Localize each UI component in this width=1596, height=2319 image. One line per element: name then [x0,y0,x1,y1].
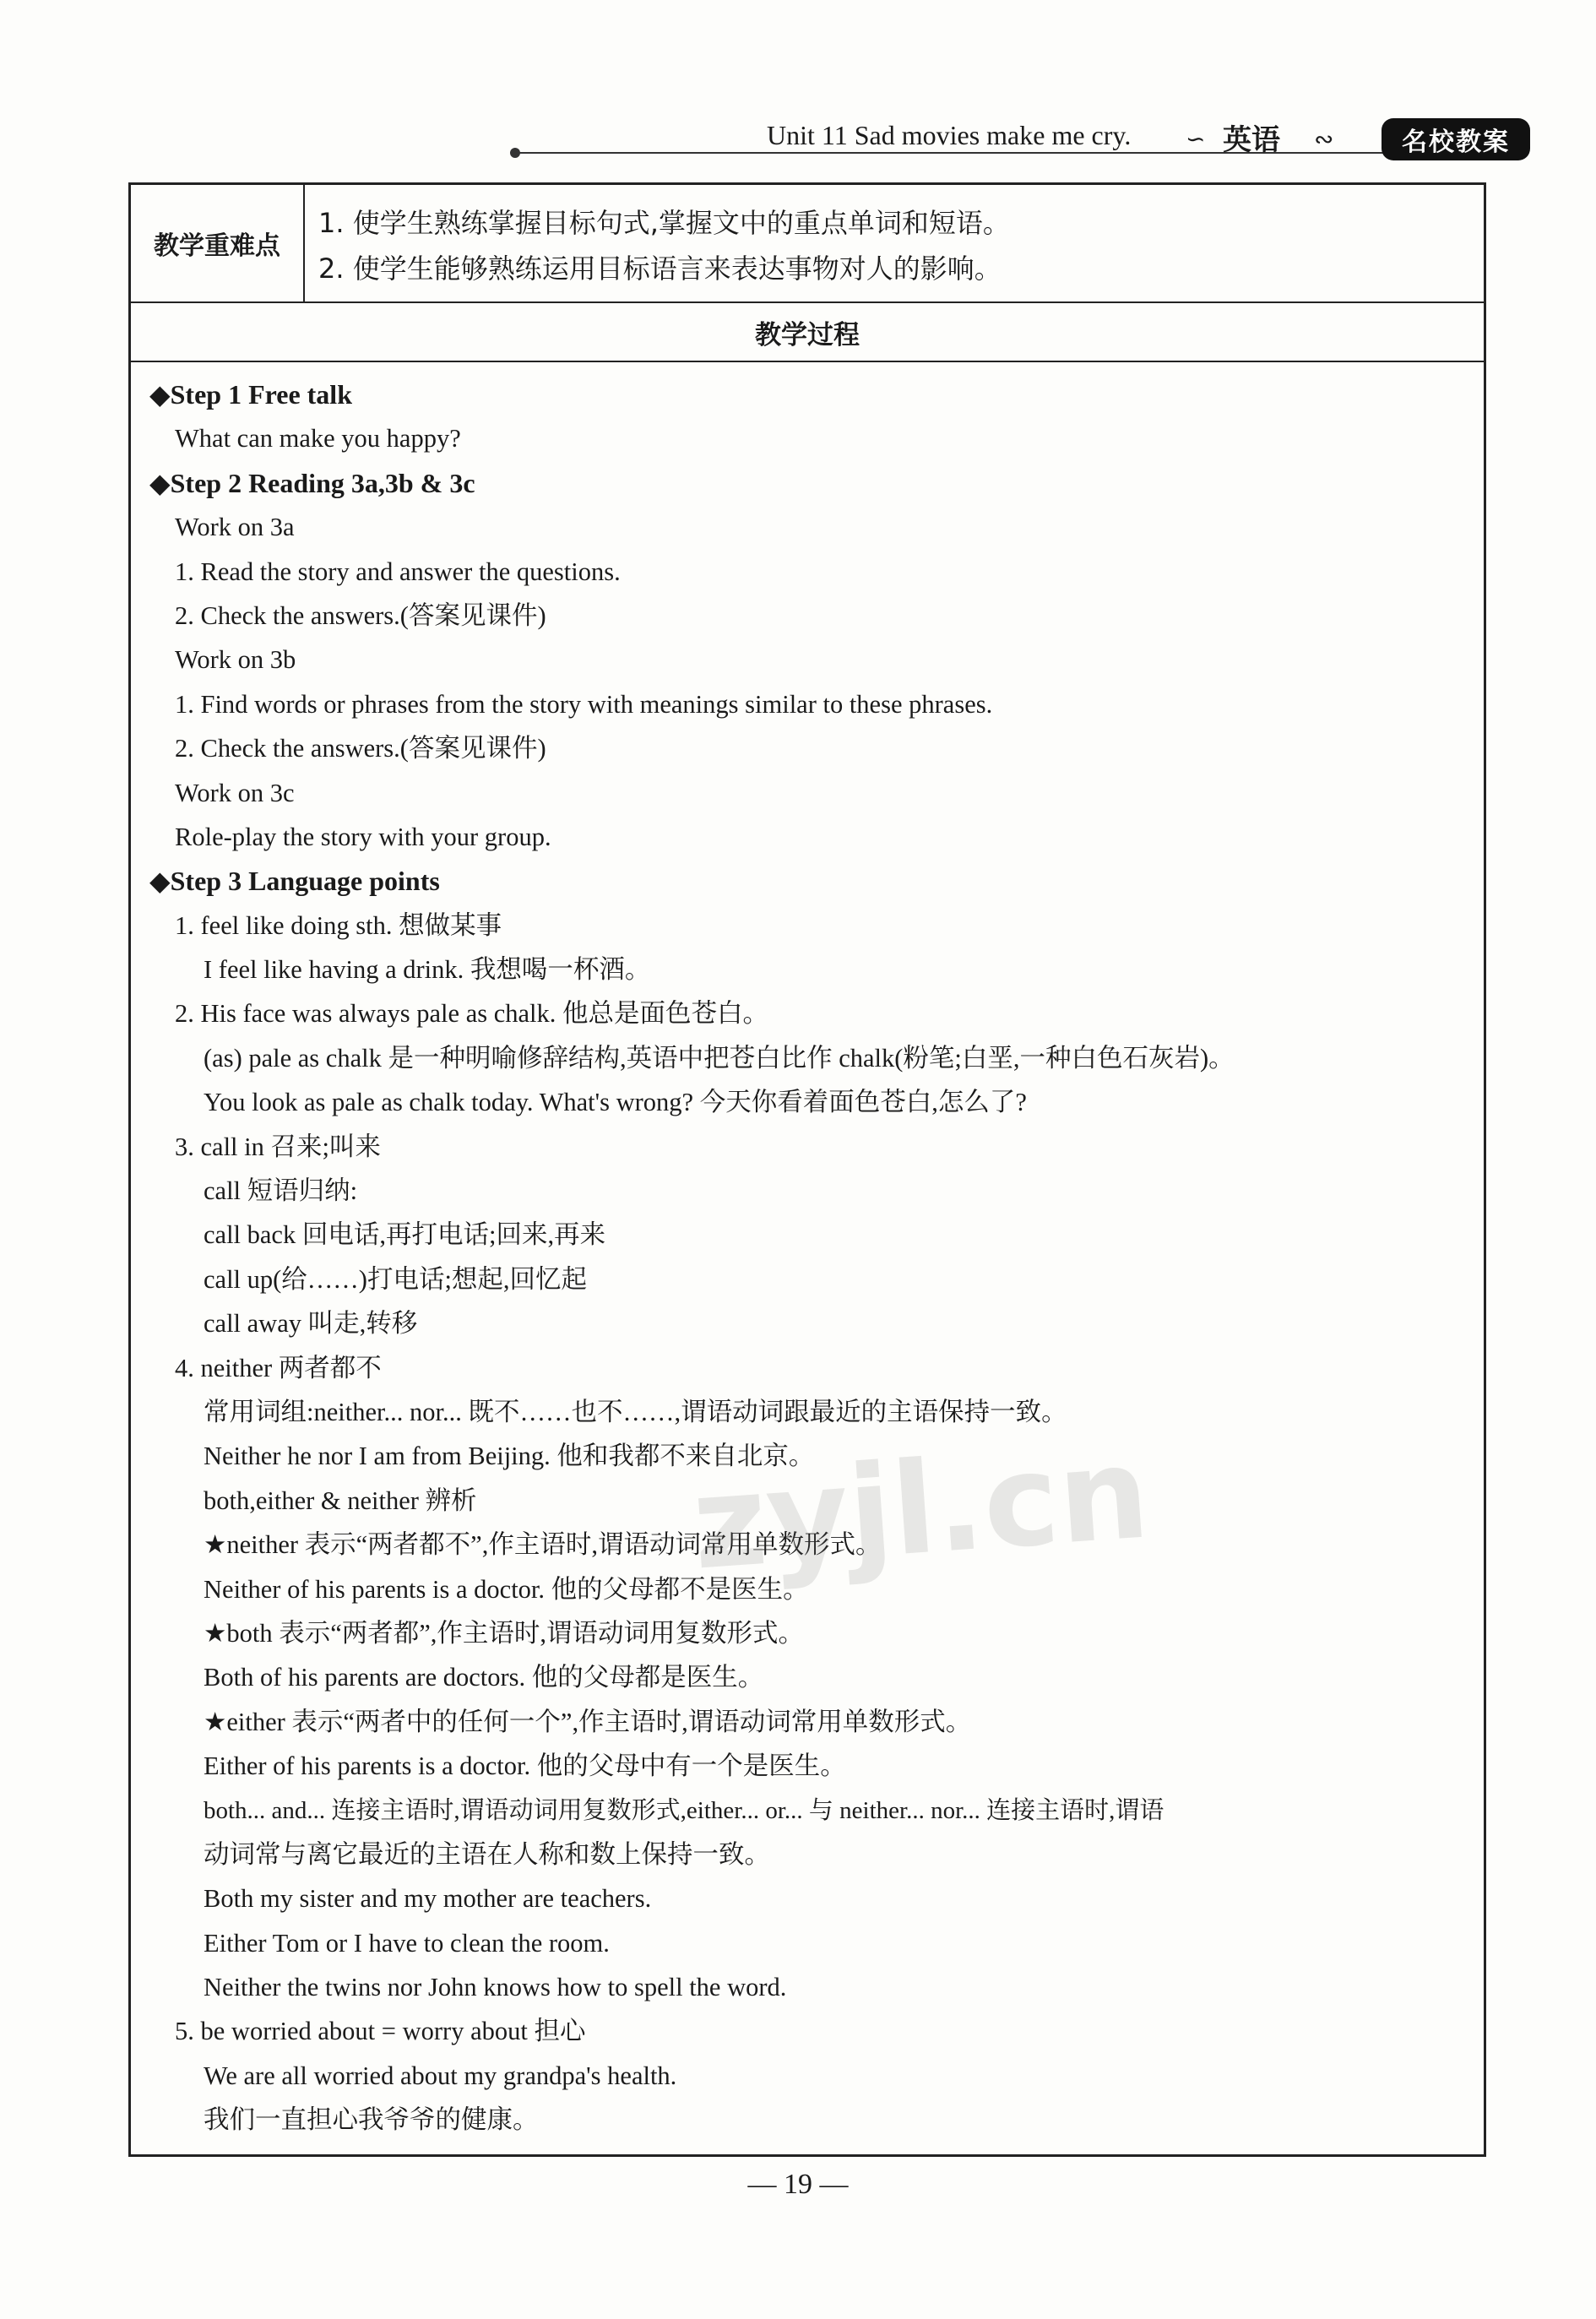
objectives-label: 教学重难点 [131,185,305,301]
text-line: 5. be worried about = worry about 担心 [175,2017,586,2046]
text-line: Both my sister and my mother are teachers. [204,1884,652,1914]
text-line: (as) pale as chalk 是一种明喻修辞结构,英语中把苍白比作 chalk(粉笔;白垩,一种白色石灰岩)。 [204,1043,1235,1073]
text-line: both... and... 连接主语时,谓语动词用复数形式,either... or... 与 neither... nor... 连接主语时,谓语 [204,1796,1164,1824]
ornament-right-icon: ∾ [1314,125,1334,153]
text-line: call up(给……)打电话;想起,回忆起 [204,1264,588,1294]
objective-item: 1. 使学生熟练掌握目标句式,掌握文中的重点单词和短语。 [318,207,1010,239]
text-line: 4. neither 两者都不 [175,1353,382,1382]
text-line: call away 叫走,转移 [204,1309,418,1339]
text-line: Work on 3a [175,513,295,542]
watermark: zyjl.cn [687,1420,1154,1599]
unit-title: Unit 11 Sad movies make me cry. [767,120,1132,150]
header-rule [517,152,1496,154]
objective-item: 2. 使学生能够熟练运用目标语言来表达事物对人的影响。 [318,253,1002,285]
step-heading: ◆Step 1 Free talk [149,379,352,410]
lesson-table [128,182,1486,2157]
text-line: ★neither 表示“两者都不”,作主语时,谓语动词常用单数形式。 [204,1530,882,1560]
text-line: We are all worried about my grandpa's health. [204,2061,677,2090]
objectives-content [318,200,1010,291]
text-line: Work on 3c [175,778,295,807]
text-line: Neither of his parents is a doctor. 他的父母都不是医生。 [204,1574,809,1604]
text-line: ★both 表示“两者都”,作主语时,谓语动词用复数形式。 [204,1618,805,1648]
text-line: 2. Check the answers.(答案见课件) [175,600,546,630]
ornament-left-icon: ∽ [1186,125,1206,153]
text-line: 1. feel like doing sth. 想做某事 [175,910,502,940]
process-title: 教学过程 [131,303,1484,362]
step-heading: ◆Step 3 Language points [149,866,440,897]
objectives-row [131,185,1484,303]
text-line: Work on 3b [175,645,296,675]
text-line: 3. call in 召来;叫来 [175,1132,381,1161]
text-line: 我们一直担心我爷爷的健康。 [204,2105,539,2135]
text-line: Neither the twins nor John knows how to spell the word. [204,1973,787,2002]
text-line: Both of his parents are doctors. 他的父母都是医生。 [204,1663,764,1692]
text-line: call 短语归纳: [204,1176,358,1206]
text-line: You look as pale as chalk today. What's wrong? 今天你看着面色苍白,怎么了? [204,1088,1027,1117]
text-line: 常用词组:neither... nor... 既不……也不……,谓语动词跟最近的主语保持一致。 [204,1397,1067,1426]
step-heading: ◆Step 2 Reading 3a,3b & 3c [149,467,475,498]
text-line: I feel like having a drink. 我想喝一杯酒。 [204,955,651,985]
text-line: 动词常与离它最近的主语在人称和数上保持一致。 [204,1839,770,1869]
page-number: — 19 — [747,2169,849,2200]
process-body [149,372,1467,2142]
text-line: call back 回电话,再打电话;回来,再来 [204,1220,606,1250]
text-line: Either Tom or I have to clean the room. [204,1928,610,1958]
text-line: Role-play the story with your group. [175,822,551,851]
text-line: Neither he nor I am from Beijing. 他和我都不来自北京。 [204,1442,815,1471]
text-line: What can make you happy? [175,424,461,453]
text-line: 2. His face was always pale as chalk. 他总是面色苍白。 [175,999,769,1029]
text-line: 2. Check the answers.(答案见课件) [175,734,546,763]
text-line: 1. Find words or phrases from the story with meanings similar to these phrases. [175,689,993,719]
brand-badge: 名校教案 [1382,118,1530,160]
text-line: ★either 表示“两者中的任何一个”,作主语时,谓语动词常用单数形式。 [204,1707,972,1736]
text-line: Either of his parents is a doctor. 他的父母中有一个是医生。 [204,1751,846,1781]
text-line: 1. Read the story and answer the questions. [175,557,621,586]
text-line: both,either & neither 辨析 [204,1485,477,1515]
subject-label: 英语 [1223,123,1280,157]
